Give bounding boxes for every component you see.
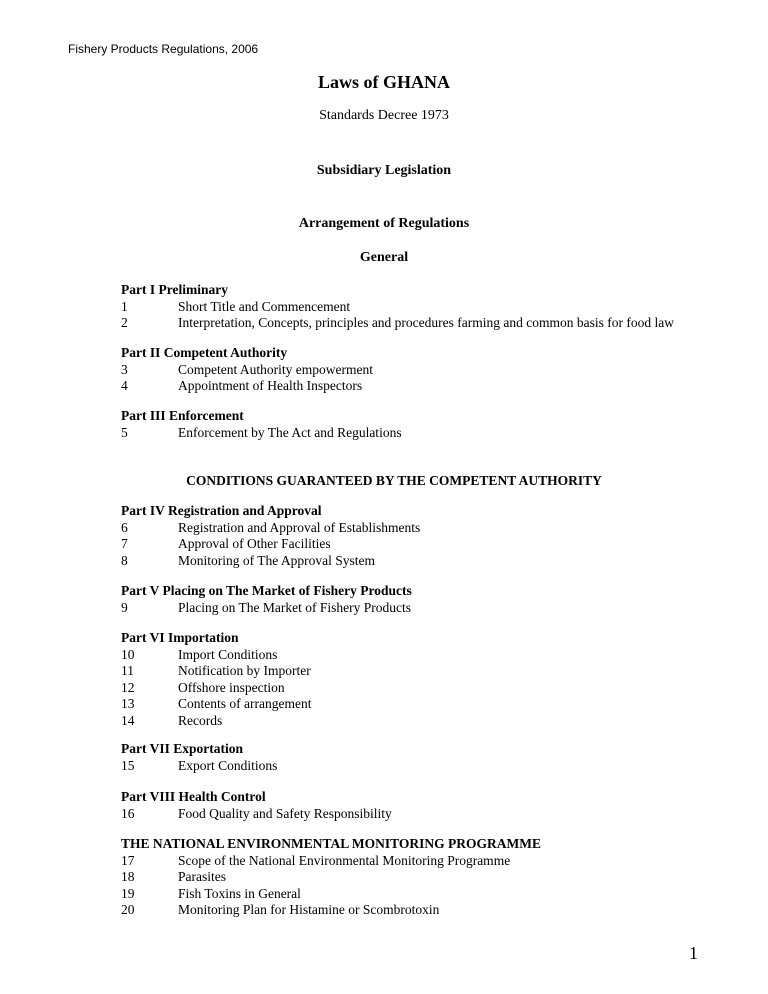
toc-row: 19 Fish Toxins in General bbox=[121, 885, 301, 901]
part-3-section bbox=[121, 408, 402, 441]
part-heading: Part VIII Health Control bbox=[121, 789, 266, 804]
toc-row: 8 Monitoring of The Approval System bbox=[121, 552, 375, 568]
part-2-section bbox=[121, 345, 373, 395]
running-header: Fishery Products Regulations, 2006 bbox=[68, 42, 259, 56]
toc-row: 17 Scope of the National Environmental Monitoring Programme bbox=[121, 852, 511, 868]
toc-row: 4 Appointment of Health Inspectors bbox=[121, 378, 363, 393]
subsidiary-heading: Subsidiary Legislation bbox=[316, 163, 452, 178]
part-5-section bbox=[121, 583, 412, 616]
part-heading: Part V Placing on The Market of Fishery Products bbox=[121, 583, 412, 598]
toc-row: 14 Records bbox=[121, 712, 223, 728]
toc-row: 2 Interpretation, Concepts, principles and procedures farming and common basis for food law bbox=[121, 315, 674, 330]
document-title: Laws of GHANA bbox=[317, 72, 450, 92]
part-6-section bbox=[121, 630, 311, 729]
toc-row: 12 Offshore inspection bbox=[121, 679, 285, 695]
page-number: 1 bbox=[689, 943, 698, 963]
toc-row: 9 Placing on The Market of Fishery Products bbox=[121, 599, 411, 615]
arrangement-heading: Arrangement of Regulations bbox=[298, 216, 470, 231]
part-heading: Part III Enforcement bbox=[121, 408, 244, 423]
toc-row: 20 Monitoring Plan for Histamine or Scombrotoxin bbox=[121, 902, 440, 917]
env-heading: THE NATIONAL ENVIRONMENTAL MONITORING PROGRAMME bbox=[121, 836, 542, 851]
general-heading: General bbox=[359, 250, 409, 265]
part-4-section bbox=[121, 503, 420, 569]
part-heading: Part II Competent Authority bbox=[121, 345, 288, 360]
part-8-section bbox=[121, 789, 392, 822]
toc-row: 5 Enforcement by The Act and Regulations bbox=[121, 424, 402, 440]
part-heading: Part I Preliminary bbox=[121, 282, 228, 297]
toc-row: 13 Contents of arrangement bbox=[121, 696, 312, 711]
part-1-section bbox=[121, 282, 674, 332]
part-heading: Part IV Registration and Approval bbox=[121, 503, 322, 518]
conditions-heading: CONDITIONS GUARANTEED BY THE COMPETENT AUTHORITY bbox=[186, 473, 602, 488]
toc-row: 16 Food Quality and Safety Responsibility bbox=[121, 805, 392, 821]
part-heading: Part VII Exportation bbox=[121, 741, 244, 756]
env-monitoring-section bbox=[121, 836, 541, 919]
part-7-section bbox=[121, 741, 277, 774]
toc-row: 18 Parasites bbox=[121, 869, 226, 884]
toc-row: 11 Notification by Importer bbox=[121, 663, 311, 678]
toc-row: 7 Approval of Other Facilities bbox=[121, 536, 331, 551]
document-subtitle: Standards Decree 1973 bbox=[319, 108, 449, 123]
part-heading: Part VI Importation bbox=[121, 630, 239, 645]
toc-row: 6 Registration and Approval of Establishments bbox=[121, 519, 421, 535]
toc-row: 3 Competent Authority empowerment bbox=[121, 361, 373, 377]
toc-row: 1 Short Title and Commencement bbox=[121, 298, 351, 314]
toc-row: 15 Export Conditions bbox=[121, 757, 278, 773]
toc-row: 10 Import Conditions bbox=[121, 646, 278, 662]
